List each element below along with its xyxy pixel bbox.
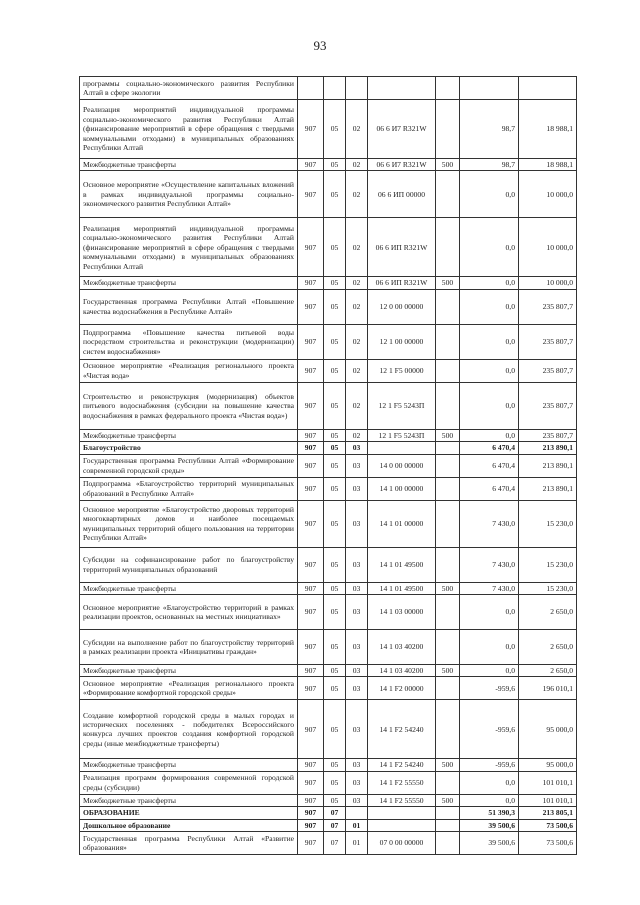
cell-section: 05 xyxy=(324,159,346,171)
cell-subsection: 02 xyxy=(346,382,368,429)
cell-expense-type xyxy=(436,630,460,665)
cell-grbs: 907 xyxy=(298,289,324,324)
cell-section: 05 xyxy=(324,359,346,382)
cell-target-article: 14 1 F2 00000 xyxy=(368,677,436,700)
cell-target-article: 06 6 ИП R321W xyxy=(368,277,436,289)
cell-grbs: 907 xyxy=(298,359,324,382)
cell-section: 05 xyxy=(324,759,346,771)
cell-section: 05 xyxy=(324,677,346,700)
row-name: Подпрограмма «Благоустройство территорий муниципальных образований в Республике Алтай» xyxy=(80,477,298,500)
cell-grbs: 907 xyxy=(298,595,324,630)
cell-target-article: 14 1 F2 55550 xyxy=(368,794,436,806)
cell-target-article: 14 1 03 40200 xyxy=(368,630,436,665)
table-row xyxy=(80,289,577,324)
cell-grbs: 907 xyxy=(298,324,324,359)
cell-expense-type xyxy=(436,324,460,359)
cell-expense-type xyxy=(436,77,460,100)
row-name: программы социально-экономического развития Республики Алтай в сфере экологии xyxy=(80,77,298,100)
cell-amount-change: -959,6 xyxy=(460,700,519,759)
cell-amount-change xyxy=(460,77,519,100)
cell-expense-type xyxy=(436,700,460,759)
cell-subsection: 02 xyxy=(346,359,368,382)
cell-target-article: 06 6 И7 R321W xyxy=(368,100,436,159)
table-row xyxy=(80,665,577,677)
cell-amount-change: 39 500,6 xyxy=(460,832,519,855)
cell-subsection: 03 xyxy=(346,477,368,500)
row-name: Реализация мероприятий индивидуальной программы социально-экономического развития Республики Алтай (финансирование мероприятий в сфере обращения с твердыми коммунальными отходами) в муниципальных образованиях Республики Алтай xyxy=(80,100,298,159)
cell-expense-type xyxy=(436,832,460,855)
cell-amount-change: 0,0 xyxy=(460,324,519,359)
page-number: 93 xyxy=(313,38,327,53)
cell-amount-total: 10 000,0 xyxy=(519,171,577,218)
cell-subsection: 03 xyxy=(346,677,368,700)
cell-amount-total: 235 807,7 xyxy=(519,359,577,382)
row-name: Дошкольное образование xyxy=(80,819,298,831)
row-name: Государственная программа Республики Алтай «Развитие образования» xyxy=(80,832,298,855)
cell-section: 05 xyxy=(324,100,346,159)
cell-section: 07 xyxy=(324,807,346,819)
cell-target-article xyxy=(368,807,436,819)
table-row xyxy=(80,442,577,454)
cell-amount-total: 213 890,1 xyxy=(519,454,577,477)
cell-amount-total: 18 988,1 xyxy=(519,159,577,171)
cell-target-article: 12 1 F5 5243П xyxy=(368,382,436,429)
cell-amount-change: 0,0 xyxy=(460,429,519,441)
cell-amount-total: 235 807,7 xyxy=(519,429,577,441)
cell-target-article xyxy=(368,77,436,100)
cell-section: 05 xyxy=(324,277,346,289)
cell-target-article: 14 1 01 49500 xyxy=(368,547,436,582)
row-name: Межбюджетные трансферты xyxy=(80,429,298,441)
cell-expense-type xyxy=(436,819,460,831)
table-row xyxy=(80,794,577,806)
cell-section: 05 xyxy=(324,547,346,582)
cell-grbs: 907 xyxy=(298,159,324,171)
cell-subsection: 02 xyxy=(346,289,368,324)
row-name: Субсидии на выполнение работ по благоустройству территорий в рамках реализации проекта «Инициативы граждан» xyxy=(80,630,298,665)
cell-grbs: 907 xyxy=(298,454,324,477)
cell-section: 05 xyxy=(324,171,346,218)
table-row xyxy=(80,807,577,819)
table-row xyxy=(80,700,577,759)
cell-expense-type xyxy=(436,500,460,547)
cell-section: 05 xyxy=(324,454,346,477)
cell-amount-total xyxy=(519,77,577,100)
cell-amount-total: 15 230,0 xyxy=(519,547,577,582)
table-row xyxy=(80,359,577,382)
cell-amount-change: 98,7 xyxy=(460,159,519,171)
cell-subsection: 02 xyxy=(346,171,368,218)
cell-subsection: 03 xyxy=(346,630,368,665)
row-name: Межбюджетные трансферты xyxy=(80,794,298,806)
cell-subsection: 02 xyxy=(346,277,368,289)
cell-amount-total: 2 650,0 xyxy=(519,630,577,665)
cell-target-article: 14 1 F2 55550 xyxy=(368,771,436,794)
cell-section: 05 xyxy=(324,771,346,794)
cell-target-article: 14 1 03 40200 xyxy=(368,665,436,677)
table-row xyxy=(80,832,577,855)
cell-subsection: 02 xyxy=(346,324,368,359)
cell-target-article: 06 6 И7 R321W xyxy=(368,159,436,171)
row-name: Основное мероприятие «Благоустройство дворовых территорий многоквартирных домов и наиболее посещаемых муниципальных территорий общего пользования на территории Республики Алтай» xyxy=(80,500,298,547)
cell-expense-type: 500 xyxy=(436,759,460,771)
table-row xyxy=(80,582,577,594)
cell-target-article: 07 0 00 00000 xyxy=(368,832,436,855)
cell-amount-change: 0,0 xyxy=(460,289,519,324)
cell-amount-total: 73 500,6 xyxy=(519,819,577,831)
cell-expense-type xyxy=(436,677,460,700)
cell-amount-total: 95 000,0 xyxy=(519,700,577,759)
table-row xyxy=(80,477,577,500)
cell-target-article xyxy=(368,442,436,454)
cell-amount-change: 0,0 xyxy=(460,171,519,218)
table-row xyxy=(80,771,577,794)
cell-target-article: 14 1 01 49500 xyxy=(368,582,436,594)
cell-expense-type: 500 xyxy=(436,665,460,677)
cell-grbs: 907 xyxy=(298,759,324,771)
cell-expense-type xyxy=(436,547,460,582)
cell-expense-type xyxy=(436,771,460,794)
cell-section: 05 xyxy=(324,665,346,677)
cell-grbs: 907 xyxy=(298,677,324,700)
cell-target-article: 14 1 F2 54240 xyxy=(368,759,436,771)
cell-amount-change: 0,0 xyxy=(460,794,519,806)
cell-section: 05 xyxy=(324,289,346,324)
cell-amount-change: 7 430,0 xyxy=(460,582,519,594)
cell-grbs: 907 xyxy=(298,807,324,819)
cell-section: 05 xyxy=(324,700,346,759)
cell-expense-type: 500 xyxy=(436,794,460,806)
cell-amount-total: 101 010,1 xyxy=(519,771,577,794)
cell-expense-type xyxy=(436,442,460,454)
row-name: Строительство и реконструкция (модернизация) объектов питьевого водоснабжения (субсидии на повышение качества водоснабжения в рамках федерального проекта «Чистая вода») xyxy=(80,382,298,429)
table-row xyxy=(80,759,577,771)
cell-section: 05 xyxy=(324,794,346,806)
cell-expense-type xyxy=(436,595,460,630)
cell-target-article: 12 1 F5 00000 xyxy=(368,359,436,382)
row-name: Межбюджетные трансферты xyxy=(80,159,298,171)
cell-subsection: 03 xyxy=(346,454,368,477)
table-row xyxy=(80,454,577,477)
cell-amount-total: 213 890,1 xyxy=(519,442,577,454)
cell-section xyxy=(324,77,346,100)
cell-target-article: 06 6 ИП 00000 xyxy=(368,171,436,218)
cell-amount-total: 18 988,1 xyxy=(519,100,577,159)
row-name: Реализация мероприятий индивидуальной программы социально-экономического развития Республики Алтай (финансирование мероприятий в сфере обращения с твердыми коммунальными отходами) в муниципальных образованиях Республики Алтай xyxy=(80,218,298,277)
row-name: Межбюджетные трансферты xyxy=(80,759,298,771)
table-row xyxy=(80,382,577,429)
cell-amount-change: 0,0 xyxy=(460,771,519,794)
cell-amount-change: 0,0 xyxy=(460,630,519,665)
row-name: Основное мероприятие «Реализация регионального проекта «Формирование комфортной городской среды» xyxy=(80,677,298,700)
cell-section: 05 xyxy=(324,500,346,547)
cell-subsection: 03 xyxy=(346,700,368,759)
cell-amount-total: 196 010,1 xyxy=(519,677,577,700)
row-name: Межбюджетные трансферты xyxy=(80,665,298,677)
row-name: Субсидии на софинансирование работ по благоустройству территорий муниципальных образований xyxy=(80,547,298,582)
row-name: Государственная программа Республики Алтай «Повышение качества водоснабжения в Республике Алтай» xyxy=(80,289,298,324)
cell-expense-type xyxy=(436,218,460,277)
row-name: Основное мероприятие «Осуществление капитальных вложений в рамках индивидуальной программы социально-экономического развития Республики Алтай» xyxy=(80,171,298,218)
cell-grbs: 907 xyxy=(298,442,324,454)
cell-amount-total: 15 230,0 xyxy=(519,500,577,547)
row-name: Межбюджетные трансферты xyxy=(80,277,298,289)
cell-target-article: 06 6 ИП R321W xyxy=(368,218,436,277)
cell-grbs: 907 xyxy=(298,794,324,806)
cell-expense-type: 500 xyxy=(436,429,460,441)
cell-subsection: 03 xyxy=(346,759,368,771)
cell-target-article: 14 0 00 00000 xyxy=(368,454,436,477)
cell-subsection: 03 xyxy=(346,794,368,806)
cell-expense-type xyxy=(436,171,460,218)
cell-amount-change: -959,6 xyxy=(460,677,519,700)
cell-target-article: 12 0 00 00000 xyxy=(368,289,436,324)
cell-section: 05 xyxy=(324,382,346,429)
cell-section: 05 xyxy=(324,429,346,441)
cell-expense-type xyxy=(436,454,460,477)
cell-grbs: 907 xyxy=(298,582,324,594)
cell-grbs: 907 xyxy=(298,819,324,831)
table-row xyxy=(80,630,577,665)
table-row xyxy=(80,429,577,441)
row-name: Создание комфортной городской среды в малых городах и исторических поселениях - победителях Всероссийского конкурса лучших проектов создания комфортной городской среды (иные межбюджетные трансферты) xyxy=(80,700,298,759)
cell-section: 07 xyxy=(324,832,346,855)
cell-section: 05 xyxy=(324,582,346,594)
cell-amount-change: 51 390,3 xyxy=(460,807,519,819)
table-row xyxy=(80,277,577,289)
cell-grbs: 907 xyxy=(298,218,324,277)
cell-amount-change: 39 500,6 xyxy=(460,819,519,831)
cell-amount-total: 235 807,7 xyxy=(519,289,577,324)
table-row xyxy=(80,159,577,171)
cell-subsection xyxy=(346,77,368,100)
row-name: Благоустройство xyxy=(80,442,298,454)
cell-section: 05 xyxy=(324,630,346,665)
cell-target-article: 14 1 F2 54240 xyxy=(368,700,436,759)
cell-grbs xyxy=(298,77,324,100)
cell-amount-total: 213 890,1 xyxy=(519,477,577,500)
cell-amount-change: 7 430,0 xyxy=(460,547,519,582)
row-name: Межбюджетные трансферты xyxy=(80,582,298,594)
cell-amount-change: 7 430,0 xyxy=(460,500,519,547)
cell-target-article: 14 1 01 00000 xyxy=(368,500,436,547)
cell-target-article: 12 1 F5 5243П xyxy=(368,429,436,441)
cell-section: 05 xyxy=(324,477,346,500)
cell-grbs: 907 xyxy=(298,771,324,794)
cell-amount-total: 2 650,0 xyxy=(519,665,577,677)
cell-subsection: 03 xyxy=(346,771,368,794)
cell-grbs: 907 xyxy=(298,382,324,429)
cell-section: 05 xyxy=(324,442,346,454)
table-row xyxy=(80,547,577,582)
cell-grbs: 907 xyxy=(298,832,324,855)
cell-subsection: 02 xyxy=(346,100,368,159)
cell-section: 05 xyxy=(324,595,346,630)
row-name: ОБРАЗОВАНИЕ xyxy=(80,807,298,819)
cell-subsection: 02 xyxy=(346,429,368,441)
cell-target-article: 14 1 00 00000 xyxy=(368,477,436,500)
cell-target-article: 12 1 00 00000 xyxy=(368,324,436,359)
table-row xyxy=(80,77,577,100)
cell-amount-change: 0,0 xyxy=(460,665,519,677)
cell-amount-total: 235 807,7 xyxy=(519,324,577,359)
cell-expense-type: 500 xyxy=(436,277,460,289)
cell-amount-change: 98,7 xyxy=(460,100,519,159)
table-row xyxy=(80,218,577,277)
cell-expense-type xyxy=(436,807,460,819)
cell-grbs: 907 xyxy=(298,100,324,159)
cell-grbs: 907 xyxy=(298,500,324,547)
cell-grbs: 907 xyxy=(298,630,324,665)
cell-amount-change: 6 470,4 xyxy=(460,454,519,477)
cell-amount-total: 101 010,1 xyxy=(519,794,577,806)
cell-subsection: 03 xyxy=(346,595,368,630)
cell-grbs: 907 xyxy=(298,547,324,582)
table-row xyxy=(80,100,577,159)
cell-subsection: 02 xyxy=(346,218,368,277)
cell-expense-type: 500 xyxy=(436,159,460,171)
cell-subsection: 01 xyxy=(346,819,368,831)
cell-subsection: 03 xyxy=(346,547,368,582)
row-name: Подпрограмма «Повышение качества питьевой воды посредством строительства и реконструкции (модернизации) систем водоснабжения» xyxy=(80,324,298,359)
table-row xyxy=(80,500,577,547)
cell-grbs: 907 xyxy=(298,429,324,441)
cell-section: 07 xyxy=(324,819,346,831)
cell-amount-change: -959,6 xyxy=(460,759,519,771)
cell-target-article xyxy=(368,819,436,831)
cell-section: 05 xyxy=(324,324,346,359)
cell-amount-total: 213 805,1 xyxy=(519,807,577,819)
cell-amount-change: 0,0 xyxy=(460,359,519,382)
cell-expense-type xyxy=(436,359,460,382)
row-name: Основное мероприятие «Благоустройство территорий в рамках реализации проектов, основанных на местных инициативах» xyxy=(80,595,298,630)
cell-amount-total: 95 000,0 xyxy=(519,759,577,771)
cell-amount-change: 6 470,4 xyxy=(460,477,519,500)
cell-grbs: 907 xyxy=(298,171,324,218)
cell-subsection: 03 xyxy=(346,500,368,547)
cell-amount-total: 15 230,0 xyxy=(519,582,577,594)
cell-expense-type xyxy=(436,289,460,324)
cell-subsection: 03 xyxy=(346,582,368,594)
cell-amount-change: 0,0 xyxy=(460,382,519,429)
cell-expense-type xyxy=(436,100,460,159)
budget-table xyxy=(79,76,577,855)
cell-expense-type: 500 xyxy=(436,582,460,594)
row-name: Основное мероприятие «Реализация регионального проекта «Чистая вода» xyxy=(80,359,298,382)
table-row xyxy=(80,595,577,630)
table-row xyxy=(80,171,577,218)
cell-amount-change: 0,0 xyxy=(460,595,519,630)
cell-amount-change: 6 470,4 xyxy=(460,442,519,454)
cell-expense-type xyxy=(436,477,460,500)
cell-subsection: 03 xyxy=(346,665,368,677)
table-row xyxy=(80,324,577,359)
table-row xyxy=(80,677,577,700)
cell-subsection: 03 xyxy=(346,442,368,454)
cell-subsection: 01 xyxy=(346,832,368,855)
cell-amount-total: 73 500,6 xyxy=(519,832,577,855)
cell-amount-total: 10 000,0 xyxy=(519,218,577,277)
cell-expense-type xyxy=(436,382,460,429)
cell-grbs: 907 xyxy=(298,477,324,500)
cell-section: 05 xyxy=(324,218,346,277)
cell-amount-total: 235 807,7 xyxy=(519,382,577,429)
cell-amount-change: 0,0 xyxy=(460,277,519,289)
cell-target-article: 14 1 03 00000 xyxy=(368,595,436,630)
row-name: Государственная программа Республики Алтай «Формирование современной городской среды» xyxy=(80,454,298,477)
cell-subsection: 02 xyxy=(346,159,368,171)
row-name: Реализация программ формирования современной городской среды (субсидии) xyxy=(80,771,298,794)
cell-grbs: 907 xyxy=(298,665,324,677)
cell-grbs: 907 xyxy=(298,700,324,759)
cell-subsection xyxy=(346,807,368,819)
cell-grbs: 907 xyxy=(298,277,324,289)
cell-amount-change: 0,0 xyxy=(460,218,519,277)
cell-amount-total: 2 650,0 xyxy=(519,595,577,630)
table-row xyxy=(80,819,577,831)
cell-amount-total: 10 000,0 xyxy=(519,277,577,289)
